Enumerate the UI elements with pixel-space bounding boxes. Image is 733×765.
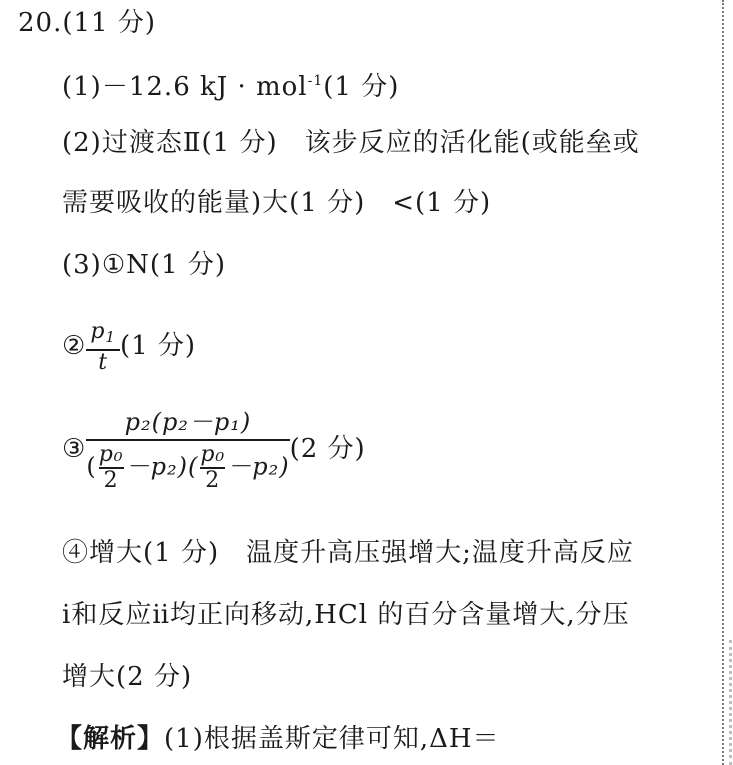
- big-fraction-denominator: [86, 441, 289, 493]
- den-end-term: －p₂): [227, 452, 290, 481]
- part1-label: (1): [62, 72, 102, 102]
- part3-sub1: (3)①N(1 分): [62, 250, 226, 280]
- part3-sub2: [62, 318, 196, 375]
- analysis-line: [56, 724, 500, 754]
- part2-line2: 需要吸收的能量)大(1 分) <(1 分): [62, 188, 492, 218]
- den-open-paren: (: [86, 452, 97, 481]
- part1-exponent: -1: [307, 73, 324, 89]
- question-score: (11 分): [62, 8, 156, 38]
- den-half-p0-den: 2: [103, 468, 119, 493]
- question-number: 20.: [18, 8, 63, 38]
- den-half-p0-second: [200, 443, 225, 493]
- fraction-numerator-subscript: 1: [105, 327, 116, 346]
- fraction-denominator: t: [98, 349, 109, 375]
- den-half-p0-first: [99, 443, 124, 493]
- part3-sub3: [62, 405, 366, 493]
- part3-sub3-score: (2 分): [289, 434, 366, 464]
- big-fraction-numerator: p₂(p₂－p₁): [124, 408, 252, 436]
- den-half-p0-num: p₀: [98, 442, 124, 467]
- page-edge-dotted-line: [722, 0, 724, 765]
- part2-line1: (2)过渡态Ⅱ(1 分) 该步反应的活化能(或能垒或: [62, 128, 640, 158]
- part3-sub3-marker: ③: [62, 434, 87, 464]
- part1-answer: [62, 66, 399, 102]
- part3-sub2-score: (1 分): [119, 331, 197, 361]
- fraction-numerator-p: p: [90, 318, 106, 344]
- analysis-text: (1)根据盖斯定律可知,ΔH＝: [164, 724, 500, 754]
- den-half-p0-den-2: 2: [205, 468, 221, 493]
- analysis-tag: 【解析】: [56, 724, 165, 754]
- page-edge-shadow: [729, 640, 732, 765]
- big-fraction: [86, 405, 289, 493]
- part3-sub4-line3: 增大(2 分): [62, 662, 193, 692]
- part3-sub4-line2: ⅰ和反应ⅱ均正向移动,HCl 的百分含量增大,分压: [62, 600, 630, 630]
- den-half-p0-num-2: p₀: [200, 442, 226, 467]
- part1-score: (1 分): [323, 72, 400, 102]
- den-mid-term: －p₂)(: [125, 452, 199, 481]
- part3-sub2-marker: ②: [62, 331, 87, 361]
- part1-value: －12.6 kJ · mol: [101, 72, 308, 102]
- question-header: [18, 8, 156, 38]
- fraction-numerator: [86, 320, 120, 349]
- part3-sub4-line1: ④增大(1 分) 温度升高压强增大;温度升高反应: [62, 538, 634, 568]
- fraction-p1-over-t: [86, 320, 120, 375]
